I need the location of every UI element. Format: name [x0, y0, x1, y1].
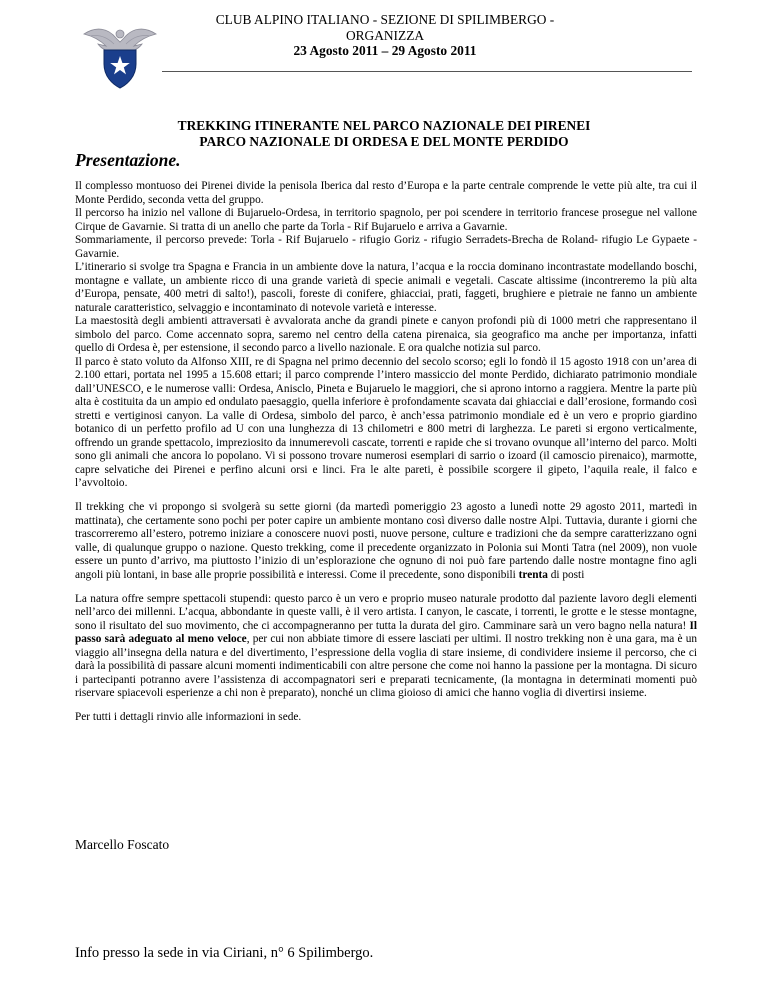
paragraph-text: La natura offre sempre spettacoli stupendi: questo parco è un vero e proprio museo naturale prodotto dal paziente lavoro degli elementi nell’arco dei millenni. L’acqua, abbondante in queste valli, è il vero artista. I canyon, le cascate, i torrenti, le grotte e le stesse montagne, sono il risultato del suo movimento, che ci accompagneranno per tutta la durata del giro. Camminare sarà un vero bagno nella natura! [75, 592, 697, 632]
cai-logo [82, 20, 158, 90]
header-dates-line: 23 Agosto 2011 – 29 Agosto 2011 [293, 43, 477, 58]
header-club-line: CLUB ALPINO ITALIANO - SEZIONE DI SPILIMBERGO - [215, 12, 555, 27]
eagle-star-emblem-icon [82, 20, 158, 90]
paragraph-text: Il trekking che vi propongo si svolgerà su sette giorni (da martedì pomeriggio 23 agosto a lunedì notte 29 agosto 2011, martedì in mattinata), che certamente sono pochi per poter capire un ambiente montano così diverso dalle nostre Alpi. Tuttavia, durante i giorni che trascorreremo all’estero, potremo iniziare a conoscere nuovi posti, nuove persone, culture e tradizioni che da sempre caratterizzano ogni valle, di qualunque gruppo o nazione. Questo trekking, come il precedente organizzato in Polonia sui Monti Tatra (nel 2009), non vuole essere un punto d’arrivo, ma piuttosto l’inizio di un’esplorazione che ognuno di noi può fare partendo dalle nostre montagne fino agli angoli più lontani, in base alle proprie possibilità e interessi. Come il precedente, sono disponibili [75, 501, 697, 581]
header-divider [162, 71, 692, 72]
paragraph-bold-text: Il passo sarà adeguato al meno veloce [75, 619, 697, 645]
paragraph-line: L’itinerario si svolge tra Spagna e Francia in un ambiente dove la natura, l’acqua e la roccia dominano incontrastate modellando boschi, montagne e vallate, un ambiente ricco di una grande varietà di specie animali e vegetali. Cascate altissime (incontreremo la più alta d’Europa, pensate, 400 metri di salto!), pascoli, foreste di conifere, ghiacciai, prati, faggeti, brughiere e pietraie ne fanno un ambiente naturale caratteristico, selvaggio e incontaminato di notevole varietà e interesse. [75, 261, 697, 314]
header-organizza-line: ORGANIZZA [345, 27, 425, 43]
paragraph-3 [75, 593, 697, 701]
document-title [100, 118, 668, 149]
title-line-2: PARCO NAZIONALE DI ORDESA E DEL MONTE PERDIDO [199, 133, 569, 149]
document-header [200, 12, 570, 59]
section-heading: Presentazione. [75, 150, 181, 170]
paragraph-bold-text: trenta [518, 568, 548, 581]
signature: Marcello Foscato [75, 837, 170, 852]
paragraph-1 [75, 180, 697, 491]
paragraph-text: di posti [547, 568, 585, 581]
paragraph-4: Per tutti i dettagli rinvio alle informazioni in sede. [75, 711, 302, 723]
paragraph-line: Sommariamente, il percorso prevede: Torla - Rif Bujaruelo - rifugio Goriz - rifugio Serradets-Brecha de Roland- rifugio Le Gypaete -Gavarnie. [75, 234, 697, 260]
paragraph-text: , per cui non abbiate timore di essere lasciati per ultimi. Il nostro trekking non è una gara, ma è un viaggio all’insegna della natura e del divertimento, l’espressione della voglia di stare insieme, di condividere insieme il percorso, che ci darà la possibilità di passare alcuni momenti indimenticabili con altre persone che come noi hanno la passione per la montagna. Di sicuro i partecipanti potranno avere l’assistenza di accompagnatori seri e preparati tecnicamente, (la montagna in determinati momenti può riservare spiacevoli esperienze a chi non è preparato), nonché un clima gioioso di amici che hanno voglia di divertirsi insieme. [75, 633, 697, 699]
paragraph-line: Il complesso montuoso dei Pirenei divide la penisola Iberica dal resto d’Europa e la parte centrale comprende le vette più alte, tra cui il Monte Perdido, seconda vetta del gruppo. [75, 180, 697, 206]
paragraph-line: Il parco è stato voluto da Alfonso XIII, re di Spagna nel primo decennio del secolo scorso; egli lo fondò il 15 agosto 1918 con un’area di 2.100 ettari, portata nel 1995 a 15.608 ettari; il parco comprende l’intero massiccio del monte Perdido, dichiarato patrimonio mondiale dall’UNESCO, e le numerose valli: Ordesa, Anisclo, Pineta e Bujaruelo le maggiori, che si aprono intorno a raggiera. Mentre la parte più alta è costituita da un ampio ed ondulato paesaggio, quella inferiore è profondamente scavata dai ghiacciai e dall’erosione, formando così stretti e vertiginosi canyon. La valle di Ordesa, simbolo del parco, è anch’essa patrimonio mondiale ed è un vero e proprio giardino botanico di un perfetto profilo ad U con una lunghezza di 13 chilometri e 800 metri di larghezza. Le pareti si ergono verticalmente, offrendo un grande spettacolo, impreziosito da innumerevoli cascate, torrenti e rapide che si trovano ovunque all’interno del parco. Molti sono gli animali che ancora lo popolano. Vi si possono trovare numerosi esemplari di sarrio o izoard (il camoscio pirenaico), marmotte, capre selvatiche dei Pirenei e perfino alcuni orsi e linci. Fra le alte pareti, è possibile scorgere il gipeto, l’aquila reale, il falco e l’avvoltoio. [75, 355, 697, 489]
document-body [75, 180, 697, 735]
footer-info: Info presso la sede in via Ciriani, n° 6 Spilimbergo. [75, 945, 374, 961]
paragraph-line: Il percorso ha inizio nel vallone di Bujaruelo-Ordesa, in territorio spagnolo, per poi scendere in territorio francese prosegue nel vallone Cirque de Gavarnie. Si tratta di un anello che parte da Torla - Rif Bujaruelo e arriva a Gavarnie. [75, 207, 697, 233]
title-line-1: TREKKING ITINERANTE NEL PARCO NAZIONALE DEI PIRENEI [177, 118, 591, 133]
paragraph-2 [75, 501, 697, 582]
paragraph-line: La maestosità degli ambienti attraversati è avvalorata anche da grandi pinete e canyon profondi più di 1000 metri che rappresentano il simbolo del parco. Come accennato sopra, saremo nel centro della catena pirenaica, sia geografico ma anche per importanza, infatti quello di Ordesa è, per estensione, il secondo parco a livello nazionale. E ora qualche notizia sul parco. [75, 315, 697, 354]
